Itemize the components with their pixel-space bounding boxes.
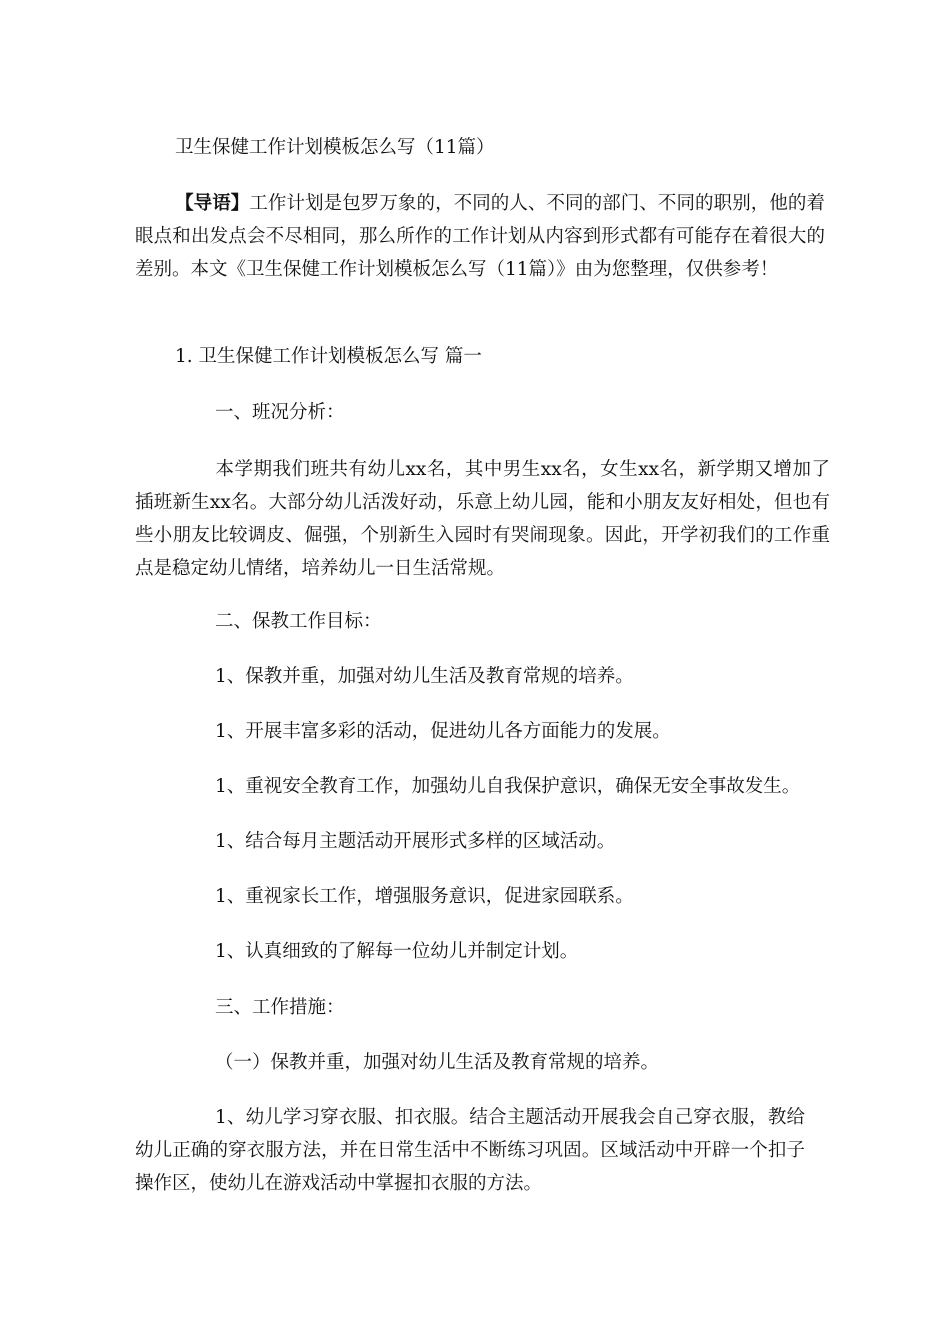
intro-paragraph xyxy=(135,187,825,286)
goal-item: 1、认真细致的了解每一位幼儿并制定计划。 xyxy=(215,941,579,962)
goal-item: 1、保教并重，加强对幼儿生活及教育常规的培养。 xyxy=(215,666,634,687)
intro-label: 【导语】 xyxy=(175,193,250,214)
section-heading: 1. 卫生保健工作计划模板怎么写 篇一 xyxy=(175,346,482,367)
goal-item: 1、开展丰富多彩的活动，促进幼儿各方面能力的发展。 xyxy=(215,721,671,742)
part1-body xyxy=(135,453,830,585)
goal-item: 1、重视安全教育工作，加强幼儿自我保护意识，确保无安全事故发生。 xyxy=(215,776,801,797)
part1-body-text: 本学期我们班共有幼儿xx名，其中男生xx名，女生xx名，新学期又增加了插班新生xx名。大部分幼儿活泼好动，乐意上幼儿园，能和小朋友友好相处，但也有些小朋友比较调皮、倔强，个别新生入园时有哭闹现象。因此，开学初我们的工作重点是稳定幼儿情绪，培养幼儿一日生活常规。 xyxy=(135,459,830,579)
part1-heading: 一、班况分析： xyxy=(215,402,345,423)
part2-heading: 二、保教工作目标： xyxy=(215,611,382,632)
document-title: 卫生保健工作计划模板怎么写（11篇） xyxy=(175,137,495,158)
intro-text: 工作计划是包罗万象的，不同的人、不同的部门、不同的职别，他的着眼点和出发点会不尽相同，那么所作的工作计划从内容到形式都有可能存在着很大的差别。本文《卫生保健工作计划模板怎么写（11篇）》由为您整理，仅供参考！ xyxy=(135,193,825,280)
part3-body xyxy=(135,1101,805,1200)
part3-body-text: 1、幼儿学习穿衣服、扣衣服。结合主题活动开展我会自己穿衣服，教给幼儿正确的穿衣服方法，并在日常生活中不断练习巩固。区域活动中开辟一个扣子操作区，使幼儿在游戏活动中掌握扣衣服的方法。 xyxy=(135,1107,805,1194)
part3-subheading: （一）保教并重，加强对幼儿生活及教育常规的培养。 xyxy=(215,1052,660,1073)
goal-item: 1、结合每月主题活动开展形式多样的区域活动。 xyxy=(215,831,616,852)
part3-heading: 三、工作措施： xyxy=(215,997,345,1018)
goal-item: 1、重视家长工作，增强服务意识，促进家园联系。 xyxy=(215,886,634,907)
